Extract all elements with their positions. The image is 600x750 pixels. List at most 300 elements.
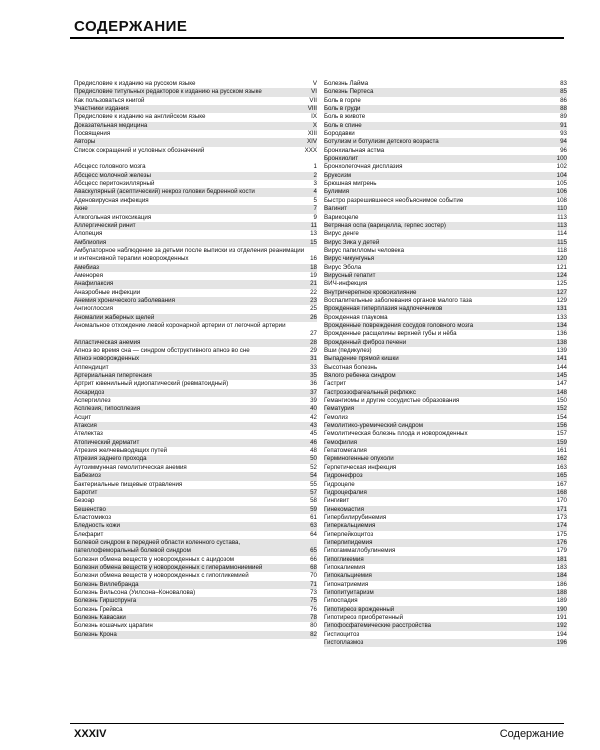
- toc-entry-title: Артрит ювенильный идиопатический (ревматоидный): [74, 380, 229, 388]
- toc-entry[interactable]: [324, 297, 567, 305]
- toc-entry-page: 163: [556, 463, 567, 471]
- toc-entry-title: Список сокращений и условных обозначений: [74, 146, 205, 154]
- toc-entry-page: 50: [310, 455, 317, 463]
- toc-entry[interactable]: [324, 539, 567, 547]
- toc-entry-page: 3: [313, 180, 317, 188]
- toc-entry-page: 21: [310, 280, 317, 288]
- toc-entry-page: XXX: [304, 146, 317, 154]
- toc-entry-title: Врожденный фиброз печени: [324, 338, 407, 346]
- toc-entry-page: 7: [313, 205, 317, 213]
- toc-entry[interactable]: [324, 389, 567, 397]
- toc-entry[interactable]: [324, 339, 567, 347]
- toc-entry-title: Болезнь кошачьих царапин: [74, 622, 153, 630]
- toc-entry-title: Болевой синдром в передней области коленного сустава, пателлофеморальный болевой синдром: [74, 538, 241, 555]
- toc-entry-title: Бледность кожи: [74, 522, 120, 530]
- page-title: СОДЕРЖАНИЕ: [74, 18, 188, 35]
- toc-entry[interactable]: [324, 347, 567, 355]
- toc-entry-page: 13: [310, 230, 317, 238]
- toc-entry-page: 39: [310, 397, 317, 405]
- toc-entry-title: Бронхиальная астма: [324, 146, 385, 154]
- toc-entry[interactable]: [74, 163, 317, 171]
- toc-entry-page: 148: [556, 388, 567, 396]
- toc-entry-page: 86: [560, 96, 567, 104]
- toc-entry-title: Гинекомастия: [324, 505, 364, 513]
- toc-entry-page: 181: [556, 555, 567, 563]
- toc-entry[interactable]: [74, 514, 317, 522]
- toc-entry-page: 9: [313, 213, 317, 221]
- toc-entry-page: VI: [311, 88, 317, 96]
- toc-entry-title: Апноэ новорожденных: [74, 355, 140, 363]
- toc-entry-title: Апноэ во время сна — синдром обструктивного апноэ во сне: [74, 347, 250, 354]
- toc-entry[interactable]: [324, 138, 567, 146]
- toc-entry-title: Алопеция: [74, 230, 103, 238]
- toc-entry[interactable]: [324, 572, 567, 580]
- toc-entry-title: Абсцесс головного мозга: [74, 163, 146, 171]
- toc-entry[interactable]: [324, 481, 567, 489]
- running-head: Содержание: [499, 728, 564, 740]
- toc-entry-page: 171: [556, 505, 567, 513]
- toc-entry-page: 82: [310, 630, 317, 638]
- toc-entry-title: Вагинит: [324, 205, 347, 213]
- toc-entry-page: 19: [310, 271, 317, 279]
- toc-entry-title: Ботулизм и ботулизм детского возраста: [324, 138, 439, 146]
- toc-entry-title: Гипотиреоз приобретенный: [324, 614, 404, 621]
- toc-entry-page: 26: [310, 313, 317, 321]
- toc-entry[interactable]: [74, 589, 317, 597]
- toc-entry[interactable]: [74, 88, 317, 96]
- toc-entry-title: Аномалии жаберных щелей: [74, 313, 155, 321]
- toc-spacer: [74, 155, 317, 163]
- toc-entry-page: 192: [556, 622, 567, 630]
- toc-entry-title: Боль в груди: [324, 105, 361, 113]
- toc-entry[interactable]: [74, 314, 317, 322]
- toc-entry-title: Высотная болезнь: [324, 363, 378, 371]
- toc-entry[interactable]: [74, 105, 317, 113]
- toc-entry-page: 89: [560, 113, 567, 121]
- toc-entry-title: Аскаридоз: [74, 388, 105, 396]
- toc-entry[interactable]: [74, 372, 317, 380]
- toc-entry[interactable]: [74, 481, 317, 489]
- toc-entry[interactable]: [74, 297, 317, 305]
- toc-entry-title: Болезни обмена веществ у новорожденных с гипогликемией: [74, 572, 249, 580]
- toc-entry[interactable]: [324, 230, 567, 238]
- toc-entry-title: Бронхолегочная дисплазия: [324, 163, 403, 171]
- toc-entry-title: Гемолитико-уремический синдром: [324, 422, 423, 430]
- toc-entry[interactable]: [324, 564, 567, 572]
- toc-entry[interactable]: [324, 422, 567, 430]
- toc-entry[interactable]: [74, 464, 317, 472]
- toc-entry[interactable]: [74, 239, 317, 247]
- toc-entry[interactable]: [74, 322, 317, 339]
- toc-entry-title: Абсцесс перитонзиллярный: [74, 180, 155, 188]
- toc-entry-page: 65: [310, 547, 317, 555]
- toc-entry-page: 159: [556, 438, 567, 446]
- toc-entry-title: Вирус папилломы человека: [324, 246, 405, 254]
- toc-entry[interactable]: [74, 439, 317, 447]
- toc-entry-page: 76: [310, 605, 317, 613]
- toc-entry-title: Артериальная гипертензия: [74, 372, 152, 380]
- toc-entry[interactable]: [74, 556, 317, 564]
- toc-entry[interactable]: [74, 247, 317, 264]
- toc-entry-title: Анемия хронического заболевания: [74, 296, 175, 304]
- toc-entry[interactable]: [74, 397, 317, 405]
- toc-entry[interactable]: [74, 531, 317, 539]
- toc-entry-title: Бешенство: [74, 505, 106, 513]
- toc-entry-title: Боль в горле: [324, 96, 361, 104]
- toc-entry-title: Вялого ребенка синдром: [324, 372, 396, 380]
- toc-entry-page: 85: [560, 88, 567, 96]
- toc-entry[interactable]: [74, 130, 317, 138]
- toc-entry[interactable]: [324, 289, 567, 297]
- toc-entry[interactable]: [324, 439, 567, 447]
- toc-entry-title: Блефарит: [74, 530, 104, 538]
- toc-entry-page: 88: [560, 105, 567, 113]
- toc-entry[interactable]: [74, 355, 317, 363]
- toc-entry[interactable]: [324, 372, 567, 380]
- toc-entry-title: Болезнь Грейвса: [74, 605, 123, 613]
- toc-entry[interactable]: [74, 430, 317, 438]
- toc-entry[interactable]: [324, 472, 567, 480]
- toc-entry-title: Бородавки: [324, 130, 355, 138]
- toc-entry[interactable]: [74, 205, 317, 213]
- toc-entry[interactable]: [74, 188, 317, 196]
- toc-entry-title: Болезнь Виллебранда: [74, 580, 139, 588]
- toc-entry-page: 186: [556, 580, 567, 588]
- toc-entry[interactable]: [74, 581, 317, 589]
- toc-entry-title: Гидроцефалия: [324, 488, 367, 496]
- toc-entry-title: Амбулаторное наблюдение за детьми после выписки из отделения реанимации и интенсивной терапии новорожденных: [74, 246, 305, 263]
- toc-entry[interactable]: [324, 264, 567, 272]
- toc-entry[interactable]: [74, 113, 317, 121]
- toc-entry[interactable]: [324, 322, 567, 330]
- toc-entry-page: 118: [557, 246, 567, 254]
- toc-entry-title: Гипоспадия: [324, 597, 358, 605]
- toc-entry[interactable]: [74, 614, 317, 622]
- toc-entry[interactable]: [74, 97, 317, 105]
- toc-entry[interactable]: [324, 272, 567, 280]
- toc-entry-page: 29: [310, 347, 317, 354]
- toc-entry-title: Анаэробные инфекции: [74, 288, 141, 296]
- toc-entry-page: 1: [313, 163, 317, 171]
- toc-entry[interactable]: [324, 355, 567, 363]
- toc-entry[interactable]: [74, 497, 317, 505]
- toc-entry[interactable]: [74, 622, 317, 630]
- toc-entry-page: 4: [313, 188, 317, 196]
- toc-entry[interactable]: [324, 113, 567, 121]
- toc-entry-page: 5: [313, 196, 317, 204]
- toc-entry[interactable]: [324, 214, 567, 222]
- toc-entry[interactable]: [74, 405, 317, 413]
- toc-entry-title: Гидроцеле: [324, 480, 355, 488]
- toc-entry[interactable]: [74, 280, 317, 288]
- toc-entry[interactable]: [74, 422, 317, 430]
- toc-entry[interactable]: [324, 547, 567, 555]
- toc-entry[interactable]: [74, 455, 317, 463]
- toc-entry[interactable]: [324, 163, 567, 171]
- toc-entry-title: Гиперкальциемия: [324, 522, 376, 530]
- toc-entry-title: Болезнь Кавасаки: [74, 614, 126, 621]
- toc-entry[interactable]: [324, 305, 567, 313]
- toc-entry-page: 108: [556, 196, 567, 204]
- toc-entry-page: 83: [560, 80, 567, 87]
- toc-entry-page: 15: [310, 238, 317, 246]
- toc-entry-title: Аменорея: [74, 271, 103, 279]
- toc-entry[interactable]: [74, 230, 317, 238]
- title-rule: [70, 37, 564, 39]
- toc-entry-page: 57: [310, 488, 317, 496]
- toc-entry-title: Аллергический ринит: [74, 221, 136, 229]
- toc-entry-page: 37: [310, 388, 317, 396]
- toc-entry[interactable]: [74, 80, 317, 88]
- toc-entry[interactable]: [324, 88, 567, 96]
- toc-entry[interactable]: [324, 531, 567, 539]
- toc-entry-page: 66: [310, 555, 317, 563]
- toc-entry[interactable]: [324, 97, 567, 105]
- toc-entry[interactable]: [74, 197, 317, 205]
- toc-entry[interactable]: [74, 414, 317, 422]
- toc-entry[interactable]: [324, 130, 567, 138]
- toc-entry[interactable]: [324, 464, 567, 472]
- toc-entry-page: 165: [556, 472, 567, 480]
- toc-entry-page: 129: [556, 296, 567, 304]
- toc-entry[interactable]: [324, 205, 567, 213]
- toc-entry-page: 52: [310, 463, 317, 471]
- toc-entry[interactable]: [74, 564, 317, 572]
- toc-entry[interactable]: [74, 122, 317, 130]
- toc-entry-title: Атрезия заднего прохода: [74, 455, 147, 463]
- toc-entry-page: 55: [310, 480, 317, 488]
- toc-entry-page: IX: [311, 113, 317, 121]
- toc-entry[interactable]: [74, 147, 317, 155]
- toc-entry-page: 58: [310, 497, 317, 505]
- toc-entry[interactable]: [324, 514, 567, 522]
- toc-entry[interactable]: [74, 522, 317, 530]
- toc-entry-page: 131: [556, 305, 567, 313]
- toc-entry-page: 157: [556, 430, 567, 438]
- toc-entry-page: 94: [560, 138, 567, 146]
- toc-entry[interactable]: [324, 447, 567, 455]
- toc-entry-page: 75: [310, 597, 317, 605]
- toc-entry[interactable]: [324, 631, 567, 639]
- toc-entry-title: Болезнь Лайма: [324, 80, 369, 87]
- toc-entry-title: Вирус чикунгунья: [324, 255, 375, 263]
- toc-entry-page: 45: [310, 430, 317, 438]
- toc-entry-title: Бабезиоз: [74, 472, 101, 480]
- toc-entry-title: Врожденная глаукома: [324, 313, 388, 321]
- toc-entry[interactable]: [324, 430, 567, 438]
- toc-entry[interactable]: [74, 214, 317, 222]
- toc-entry[interactable]: [324, 414, 567, 422]
- toc-entry-title: Гиперлипидемия: [324, 538, 373, 546]
- toc-entry-page: 152: [556, 405, 567, 413]
- toc-entry[interactable]: [74, 472, 317, 480]
- toc-entry[interactable]: [324, 197, 567, 205]
- toc-entry-page: 93: [560, 130, 567, 138]
- toc-entry-page: 114: [557, 230, 567, 238]
- toc-entry[interactable]: [324, 405, 567, 413]
- toc-entry[interactable]: [324, 606, 567, 614]
- toc-entry-page: 54: [310, 472, 317, 480]
- toc-entry-title: Доказательная медицина: [74, 121, 148, 129]
- toc-entry-page: 188: [556, 588, 567, 596]
- toc-entry[interactable]: [74, 289, 317, 297]
- toc-entry-title: Амблиопия: [74, 238, 107, 246]
- toc-entry[interactable]: [74, 172, 317, 180]
- toc-entry-page: 96: [560, 146, 567, 154]
- toc-entry-title: Гемолиз: [324, 413, 348, 421]
- toc-entry-title: Герминогенные опухоли: [324, 455, 394, 463]
- toc-entry-title: Боль в животе: [324, 113, 366, 121]
- toc-entry[interactable]: [324, 589, 567, 597]
- toc-entry[interactable]: [324, 122, 567, 130]
- toc-entry[interactable]: [324, 380, 567, 388]
- toc-entry-page: 43: [310, 422, 317, 430]
- toc-entry[interactable]: [324, 581, 567, 589]
- toc-entry[interactable]: [324, 639, 567, 647]
- toc-entry-title: Предисловие титульных редакторов к изданию на русском языке: [74, 88, 262, 96]
- toc-entry-title: Гиперлейкоцитоз: [324, 530, 374, 538]
- toc-entry[interactable]: [324, 188, 567, 196]
- toc-entry[interactable]: [74, 339, 317, 347]
- toc-entry-page: 22: [310, 288, 317, 296]
- toc-entry-page: 173: [556, 513, 567, 521]
- toc-entry-title: Безоар: [74, 497, 95, 505]
- toc-entry-title: Воспалительные заболевания органов малого таза: [324, 296, 472, 304]
- toc-entry-title: Предисловие к изданию на русском языке: [74, 80, 196, 87]
- toc-entry[interactable]: [324, 314, 567, 322]
- toc-entry-title: Абсцесс молочной железы: [74, 171, 151, 179]
- toc-entry[interactable]: [324, 222, 567, 230]
- toc-entry[interactable]: [324, 497, 567, 505]
- toc-entry[interactable]: [324, 155, 567, 163]
- toc-entry[interactable]: [74, 631, 317, 639]
- toc-entry-page: 36: [310, 380, 317, 388]
- toc-entry-page: 168: [556, 488, 567, 496]
- toc-entry-page: X: [312, 121, 317, 129]
- toc-entry-page: 139: [556, 347, 567, 354]
- toc-entry[interactable]: [74, 506, 317, 514]
- toc-entry[interactable]: [324, 247, 567, 255]
- toc-entry-title: Ателектаз: [74, 430, 103, 438]
- toc-entry[interactable]: [74, 180, 317, 188]
- toc-entry[interactable]: [324, 255, 567, 263]
- toc-entry[interactable]: [324, 597, 567, 605]
- toc-entry[interactable]: [324, 614, 567, 622]
- toc-entry[interactable]: [324, 522, 567, 530]
- toc-entry[interactable]: [74, 606, 317, 614]
- toc-entry-title: Боль в спине: [324, 121, 362, 129]
- footer-rule: [70, 723, 564, 724]
- toc-entry-page: 78: [310, 614, 317, 621]
- toc-entry-page: 190: [556, 605, 567, 613]
- toc-entry-title: Быстро разрешившееся необъяснимое событие: [324, 196, 464, 204]
- toc-entry[interactable]: [74, 272, 317, 280]
- toc-entry-title: Болезнь Вильсона (Уилсона–Коновалова): [74, 588, 196, 596]
- toc-entry[interactable]: [74, 380, 317, 388]
- toc-entry-title: Ангиоглоссия: [74, 305, 113, 313]
- toc-entry[interactable]: [324, 172, 567, 180]
- toc-entry[interactable]: [324, 280, 567, 288]
- toc-entry-title: Булимия: [324, 188, 350, 196]
- toc-entry-page: 33: [310, 363, 317, 371]
- toc-entry-title: Алкогольная интоксикация: [74, 213, 152, 221]
- toc-entry-title: Гемангиомы и другие сосудистые образования: [324, 397, 460, 405]
- toc-entry-title: Врожденные повреждения сосудов головного мозга: [324, 321, 474, 329]
- toc-entry-title: Бронхиолит: [324, 155, 359, 163]
- toc-entry-page: 147: [556, 380, 567, 388]
- toc-entry[interactable]: [74, 138, 317, 146]
- toc-entry-title: Авторы: [74, 138, 96, 146]
- toc-entry-title: Участники издания: [74, 105, 129, 113]
- toc-entry[interactable]: [74, 489, 317, 497]
- toc-entry[interactable]: [324, 489, 567, 497]
- toc-entry[interactable]: [74, 264, 317, 272]
- toc-entry[interactable]: [74, 305, 317, 313]
- toc-entry-page: 176: [556, 538, 567, 546]
- toc-entry[interactable]: [74, 364, 317, 372]
- toc-entry-page: 115: [557, 238, 567, 246]
- toc-entry[interactable]: [324, 622, 567, 630]
- toc-entry-title: Болезнь Гиршспрунга: [74, 597, 137, 605]
- toc-entry[interactable]: [324, 147, 567, 155]
- toc-entry[interactable]: [74, 347, 317, 355]
- toc-entry[interactable]: [324, 180, 567, 188]
- toc-entry[interactable]: [324, 80, 567, 88]
- toc-entry-title: Герпетическая инфекция: [324, 463, 397, 471]
- toc-entry-title: Гипофосфатемические расстройства: [324, 622, 432, 630]
- toc-entry-page: VIII: [307, 105, 317, 113]
- toc-entry-page: 113: [557, 213, 567, 221]
- toc-entry-page: 141: [556, 355, 567, 363]
- toc-entry-title: Болезнь Пертеса: [324, 88, 374, 96]
- toc-entry-page: 134: [556, 321, 567, 329]
- toc-entry[interactable]: [74, 572, 317, 580]
- toc-entry-page: 11: [310, 221, 317, 229]
- toc-entry-title: Врожденные расщелины верхней губы и нёба: [324, 330, 457, 338]
- toc-entry[interactable]: [324, 397, 567, 405]
- toc-entry-title: Аваскулярный (асептический) некроз головки бедренной кости: [74, 188, 255, 196]
- toc-entry[interactable]: [74, 597, 317, 605]
- toc-entry[interactable]: [324, 506, 567, 514]
- toc-entry-page: XIV: [307, 138, 317, 146]
- toc-entry-page: 184: [556, 572, 567, 580]
- toc-entry-page: 28: [310, 338, 317, 346]
- toc-entry-title: Асплезия, гипосплезия: [74, 405, 141, 413]
- toc-entry[interactable]: [74, 539, 317, 556]
- toc-entry-title: Выпадение прямой кишки: [324, 355, 399, 363]
- toc-entry[interactable]: [74, 447, 317, 455]
- toc-entry-title: Внутричерепное кровоизлияние: [324, 288, 417, 296]
- toc-entry-title: Баротит: [74, 488, 98, 496]
- toc-entry-page: 105: [556, 180, 567, 188]
- toc-entry-page: 31: [310, 355, 317, 363]
- toc-entry-page: 48: [310, 447, 317, 455]
- toc-entry[interactable]: [324, 239, 567, 247]
- toc-entry[interactable]: [324, 556, 567, 564]
- toc-entry-title: Врожденная гиперплазия надпочечников: [324, 305, 443, 313]
- toc-entry[interactable]: [324, 455, 567, 463]
- toc-entry-page: 124: [556, 271, 567, 279]
- toc-entry[interactable]: [74, 222, 317, 230]
- toc-entry-title: Вирусный гепатит: [324, 271, 376, 279]
- toc-entry[interactable]: [324, 330, 567, 338]
- toc-entry-title: Гипербилирубинемия: [324, 513, 387, 521]
- toc-entry[interactable]: [74, 389, 317, 397]
- toc-entry[interactable]: [324, 364, 567, 372]
- toc-entry-page: 40: [310, 405, 317, 413]
- toc-entry[interactable]: [324, 105, 567, 113]
- toc-entry-title: Гипогликемия: [324, 555, 364, 563]
